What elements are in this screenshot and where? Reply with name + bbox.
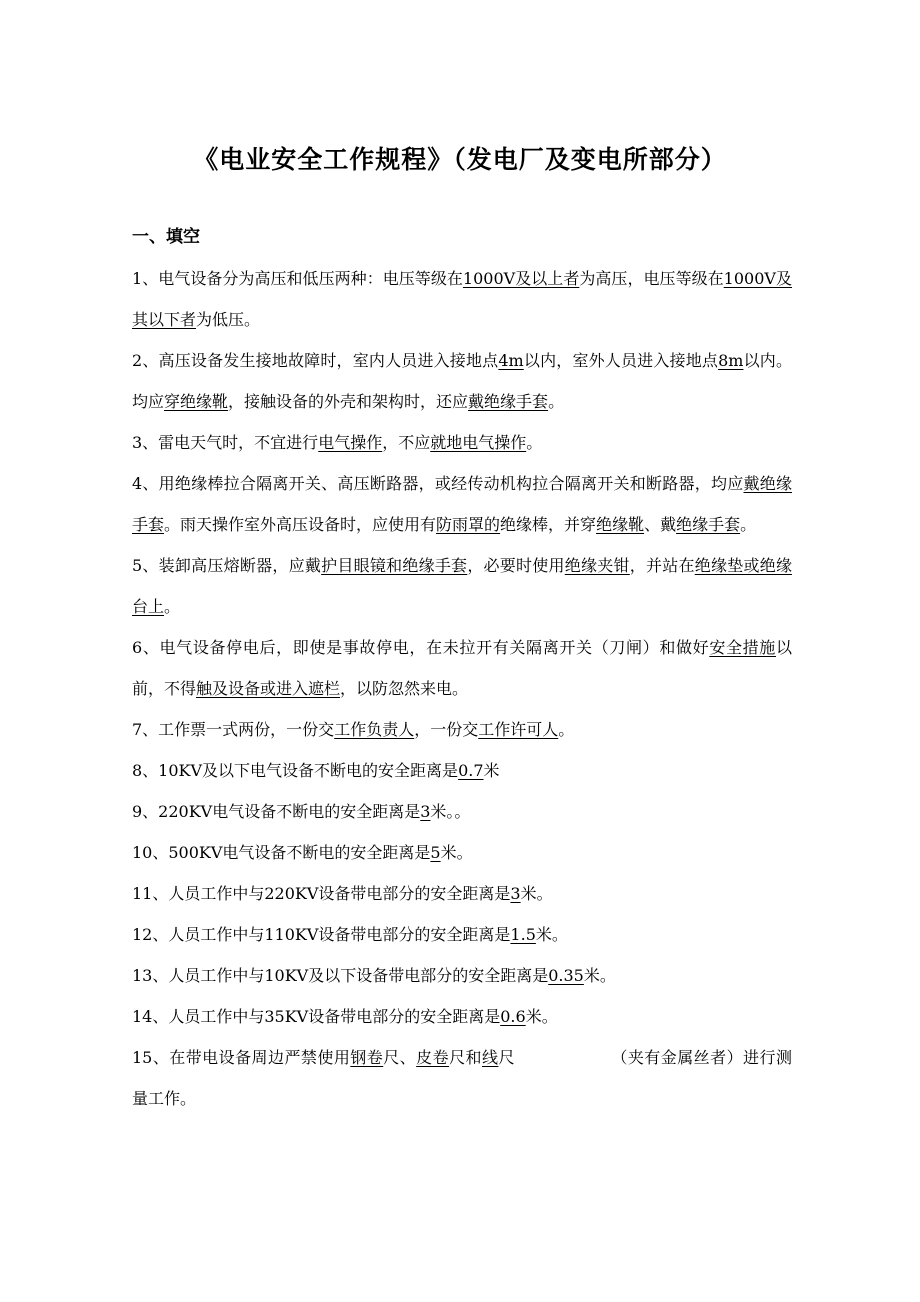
question-text: （夹有金属丝者）进行测量工作。 <box>132 1048 792 1108</box>
question-text: ，必要时使用 <box>467 556 565 575</box>
question-item <box>132 832 792 873</box>
question-text: 。雨天操作室外高压设备时，应使用有 <box>164 515 437 534</box>
answer-blank: 1000V及其以下者 <box>132 269 792 329</box>
answer-blank: 穿绝缘靴 <box>164 392 229 411</box>
question-text: ，不应 <box>382 433 431 452</box>
answer-blank: 钢卷 <box>350 1048 384 1067</box>
answer-blank: 戴绝缘手套 <box>132 474 792 534</box>
question-text: 4、用绝缘棒拉合隔离开关、高压断路器，或经传动机构拉合隔离开关和断路器，均应 <box>132 474 744 493</box>
question-text: 米。 <box>525 1007 558 1026</box>
answer-blank: 绝缘靴 <box>596 515 645 534</box>
question-list <box>132 258 792 1119</box>
question-text: 尺、 <box>383 1048 417 1067</box>
question-text: 。 <box>558 720 575 739</box>
question-text: 米。 <box>520 884 553 903</box>
question-text: 绝缘棒，并穿 <box>500 515 597 534</box>
question-text: 15、在带电设备周边严禁使用 <box>132 1048 351 1067</box>
question-item <box>132 709 792 750</box>
question-item <box>132 791 792 832</box>
question-text: 13、人员工作中与10KV及以下设备带电部分的安全距离是 <box>132 966 549 985</box>
answer-blank: 防雨罩的 <box>436 515 501 534</box>
question-item <box>132 545 792 627</box>
section-heading: 一、填空 <box>132 227 200 247</box>
answer-blank: 1.5 <box>510 925 536 944</box>
question-text: 14、人员工作中与35KV设备带电部分的安全距离是 <box>132 1007 501 1026</box>
question-text: 米 <box>483 761 500 780</box>
answer-blank: 0.35 <box>548 966 584 985</box>
question-text: 米。 <box>583 966 616 985</box>
answer-blank: 3 <box>510 884 521 903</box>
question-item <box>132 627 792 709</box>
question-text: 尺和 <box>449 1048 482 1067</box>
question-text: 。 <box>548 392 565 411</box>
answer-blank: 5 <box>430 843 441 862</box>
question-text: 尺 <box>498 1048 515 1067</box>
question-text: 6、电气设备停电后，即使是事故停电，在未拉开有关隔离开关（刀闸）和做好 <box>132 638 710 657</box>
answer-blank: 触及设备或进入遮栏 <box>196 679 341 698</box>
answer-blank: 安全措施 <box>709 638 776 657</box>
question-text: 米。 <box>440 843 473 862</box>
question-text: 2、高压设备发生接地故障时，室内人员进入接地点 <box>132 351 499 370</box>
question-item <box>132 258 792 340</box>
answer-blank: 工作负责人 <box>334 720 415 739</box>
answer-blank: 3 <box>420 802 431 821</box>
question-item <box>132 955 792 996</box>
answer-blank: 电气操作 <box>318 433 383 452</box>
question-text: 以前，不得 <box>132 638 792 698</box>
answer-blank: 0.7 <box>458 761 484 780</box>
question-text: 1、电气设备分为高压和低压两种：电压等级在 <box>132 269 463 288</box>
question-item <box>132 1037 792 1119</box>
answer-blank: 工作许可人 <box>478 720 559 739</box>
question-item <box>132 463 792 545</box>
answer-blank: 绝缘垫或绝缘台上 <box>132 556 792 616</box>
question-text: 8、10KV及以下电气设备不断电的安全距离是 <box>132 761 459 780</box>
answer-blank: 绝缘夹钳 <box>564 556 630 575</box>
question-text: 12、人员工作中与110KV设备带电部分的安全距离是 <box>132 925 511 944</box>
answer-blank: 绝缘手套 <box>676 515 741 534</box>
question-item <box>132 422 792 463</box>
question-text: 为低压。 <box>196 310 261 329</box>
question-text: 米。。 <box>430 802 471 821</box>
question-text: 。 <box>164 597 181 616</box>
question-text: ，接触设备的外壳和架构时，还应 <box>228 392 469 411</box>
question-text: 3、雷电天气时，不宜进行 <box>132 433 319 452</box>
answer-blank: 8m <box>718 351 744 370</box>
question-text: 5、装卸高压熔断器，应戴 <box>132 556 322 575</box>
question-text: 为高压，电压等级在 <box>579 269 724 288</box>
question-text: 以内。均应 <box>132 351 792 411</box>
question-text: ，并站在 <box>629 556 695 575</box>
question-text: 9、220KV电气设备不断电的安全距离是 <box>132 802 421 821</box>
question-text: 米。 <box>535 925 568 944</box>
question-item <box>132 750 792 791</box>
answer-blank: 线 <box>481 1048 499 1067</box>
question-text: 。 <box>526 433 543 452</box>
question-item <box>132 996 792 1037</box>
question-text: 以内，室外人员进入接地点 <box>523 351 719 370</box>
question-item <box>132 340 792 422</box>
question-text: 10、500KV电气设备不断电的安全距离是 <box>132 843 431 862</box>
answer-blank: 4m <box>498 351 524 370</box>
question-item <box>132 914 792 955</box>
answer-blank: 戴绝缘手套 <box>468 392 549 411</box>
document-title: 《电业安全工作规程》（发电厂及变电所部分） <box>193 145 727 174</box>
question-text: ，一份交 <box>414 720 479 739</box>
question-text: 7、工作票一式两份，一份交 <box>132 720 335 739</box>
question-text: ，以防忽然来电。 <box>340 679 469 698</box>
answer-blank: 0.6 <box>500 1007 526 1026</box>
answer-blank: 就地电气操作 <box>430 433 527 452</box>
answer-blank: 皮卷 <box>416 1048 450 1067</box>
answer-blank: 1000V及以上者 <box>462 269 580 288</box>
question-text: 、戴 <box>644 515 677 534</box>
question-text: 11、人员工作中与220KV设备带电部分的安全距离是 <box>132 884 511 903</box>
question-item <box>132 873 792 914</box>
answer-blank: 护目眼镜和绝缘手套 <box>321 556 468 575</box>
question-text: 。 <box>740 515 757 534</box>
